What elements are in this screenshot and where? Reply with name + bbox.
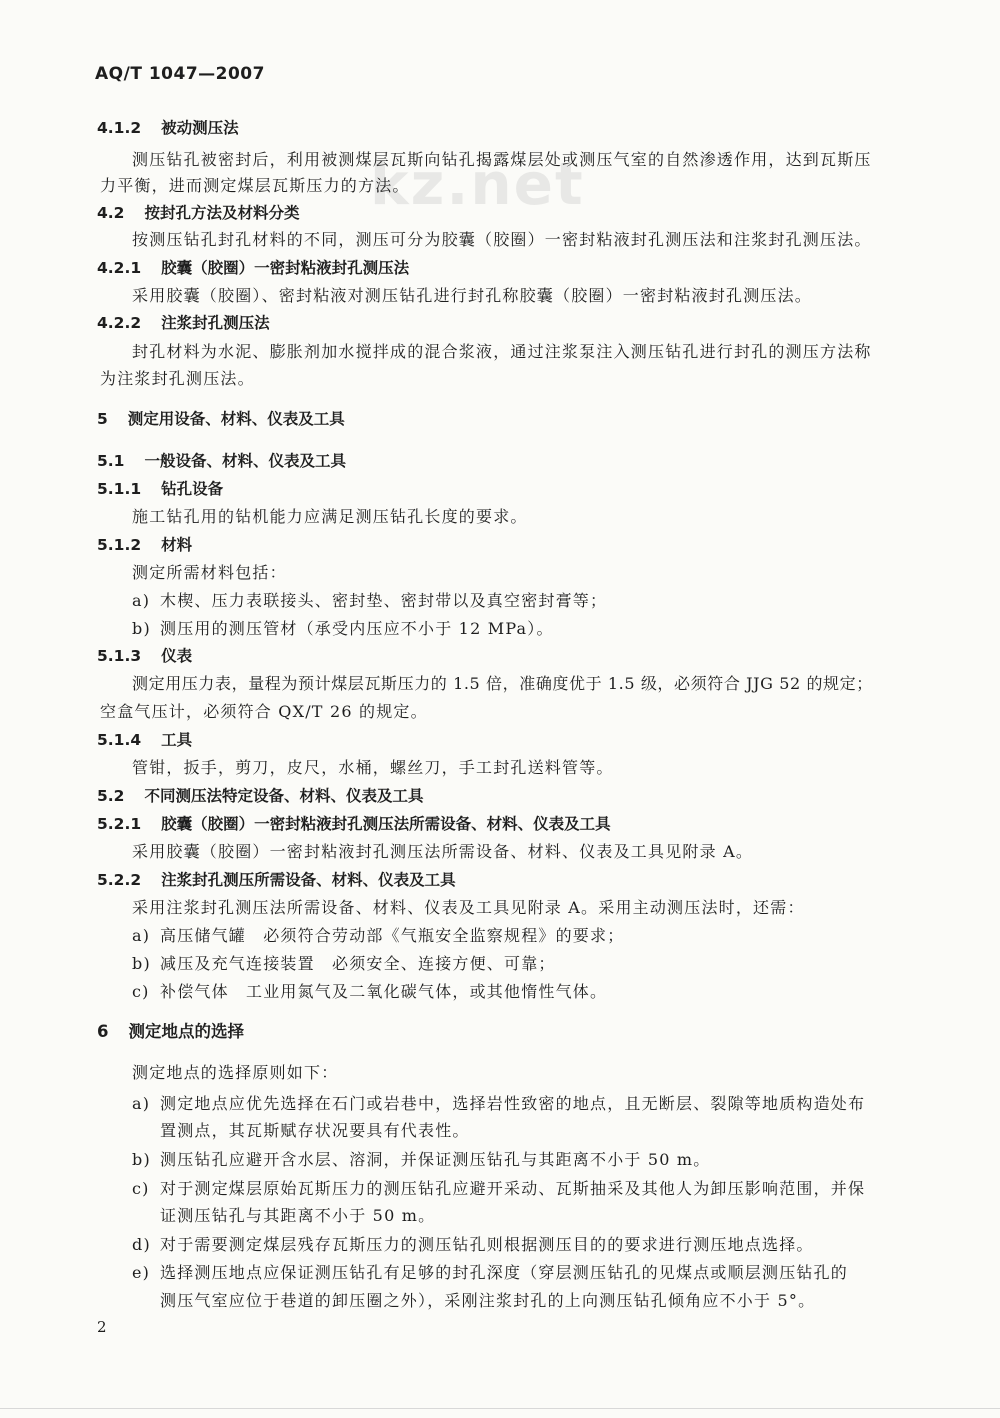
heading-number: 5.1.2 [97,536,142,554]
list-item-label: c) [132,1179,150,1198]
page-bottom-edge [0,1408,1000,1409]
heading-number: 5.2 [97,787,125,805]
heading-4-1-2 [97,117,239,139]
paragraph-line: 采用注浆封孔测压法所需设备、材料、仪表及工具见附录 A。采用主动测压法时，还需： [132,898,805,917]
standard-code-header: AQ/T 1047—2007 [95,64,265,84]
heading-title: 测定地点的选择 [128,1022,244,1041]
list-item-text: 高压储气罐 必须符合劳动部《气瓶安全监察规程》的要求； [160,926,625,945]
heading-title: 胶囊（胶圈）一密封粘液封孔测压法所需设备、材料、仪表及工具 [161,815,611,833]
heading-number: 4.1.2 [97,119,142,137]
heading-number: 5.1 [97,452,125,470]
heading-5-1-3 [97,645,192,667]
heading-number: 5.2.1 [97,815,142,833]
heading-title: 材料 [161,536,193,554]
paragraph-line: 采用胶囊（胶圈）一密封粘液封孔测压法所需设备、材料、仪表及工具见附录 A。 [132,842,754,861]
list-item-text: 选择测压地点应保证测压钻孔有足够的封孔深度（穿层测压钻孔的见煤点或顺层测压钻孔的 [160,1263,849,1282]
list-item-continuation: 测压气室应位于巷道的卸压圈之外），采刚注浆封孔的上向测压钻孔倾角应不小于 5°。 [160,1291,816,1310]
heading-5-1-4 [97,729,192,751]
page-number: 2 [97,1318,107,1336]
list-item [132,953,556,975]
list-item [132,1093,865,1115]
list-item-label: b) [132,954,151,973]
heading-title: 按封孔方法及材料分类 [144,204,300,222]
list-item-text: 测定地点应优先选择在石门或岩巷中，选择岩性致密的地点，且无断层、裂隙等地质构造处布 [160,1094,866,1113]
heading-5-1-2 [97,534,192,556]
heading-number: 5.1.1 [97,480,142,498]
heading-title: 一般设备、材料、仪表及工具 [144,452,346,470]
heading-title: 胶囊（胶圈）一密封粘液封孔测压法 [161,259,410,277]
heading-5-2-2 [97,869,456,891]
heading-5-1-1 [97,478,223,500]
heading-title: 被动测压法 [161,119,239,137]
heading-number: 6 [97,1022,109,1041]
paragraph-line: 测定地点的选择原则如下： [132,1063,339,1082]
list-item [132,925,624,947]
list-item-continuation: 证测压钻孔与其距离不小于 50 m。 [160,1206,436,1225]
heading-number: 5 [97,410,108,428]
heading-5 [97,408,345,430]
heading-6 [97,1021,244,1043]
watermark-text: kz.net [370,150,585,218]
list-item-continuation: 置测点，其瓦斯赋存状况要具有代表性。 [160,1121,470,1140]
paragraph-line: 按测压钻孔封孔材料的不同，测压可分为胶囊（胶圈）一密封粘液封孔测压法和注浆封孔测压法。 [132,230,872,249]
paragraph-line: 力平衡，进而测定煤层瓦斯压力的方法。 [100,176,410,195]
list-item-label: a) [132,1094,151,1113]
heading-number: 5.2.2 [97,871,142,889]
list-item-label: b) [132,619,151,638]
list-item-text: 测压用的测压管材（承受内压应不小于 12 MPa）。 [160,619,554,638]
heading-number: 4.2.2 [97,314,142,332]
list-item-label: a) [132,591,151,610]
heading-number: 4.2.1 [97,259,142,277]
list-item-text: 对于需要测定煤层残存瓦斯压力的测压钻孔则根据测压目的的要求进行测压地点选择。 [160,1235,814,1254]
list-item-label: e) [132,1263,151,1282]
heading-title: 仪表 [161,647,193,665]
list-item-label: b) [132,1150,151,1169]
paragraph-line: 测定所需材料包括： [132,563,287,582]
list-item-label: d) [132,1235,151,1254]
heading-title: 钻孔设备 [161,480,224,498]
list-item [132,1234,814,1256]
list-item-label: c) [132,982,150,1001]
list-item-text: 补偿气体 工业用氮气及二氧化碳气体，或其他惰性气体。 [160,982,608,1001]
list-item-text: 测压钻孔应避开含水层、溶洞，并保证测压钻孔与其距离不小于 50 m。 [160,1150,711,1169]
paragraph-line: 为注浆封孔测压法。 [100,369,255,388]
heading-number: 5.1.3 [97,647,142,665]
heading-title: 不同测压法特定设备、材料、仪表及工具 [144,787,424,805]
list-item [132,1262,848,1284]
list-item [132,618,554,640]
list-item-label: a) [132,926,151,945]
paragraph-line: 施工钻孔用的钻机能力应满足测压钻孔长度的要求。 [132,507,528,526]
list-item-text: 对于测定煤层原始瓦斯压力的测压钻孔应避开采动、瓦斯抽采及其他人为卸压影响范围，并保 [160,1179,866,1198]
list-item [132,1178,865,1200]
paragraph-line: 测压钻孔被密封后，利用被测煤层瓦斯向钻孔揭露煤层处或测压气室的自然渗透作用，达到瓦斯压 [132,150,872,169]
paragraph-line: 管钳，扳手，剪刀，皮尺，水桶，螺丝刀，手工封孔送料管等。 [132,758,614,777]
list-item-text: 减压及充气连接装置 必须安全、连接方便、可靠； [160,954,556,973]
heading-title: 注浆封孔测压所需设备、材料、仪表及工具 [161,871,456,889]
heading-title: 测定用设备、材料、仪表及工具 [127,410,345,428]
heading-title: 工具 [161,731,193,749]
heading-5-1 [97,450,346,472]
heading-4-2-2 [97,312,270,334]
heading-5-2-1 [97,813,611,835]
list-item [132,590,607,612]
paragraph-line: 封孔材料为水泥、膨胀剂加水搅拌成的混合浆液，通过注浆泵注入测压钻孔进行封孔的测压方法称 [132,342,872,361]
list-item [132,1149,711,1171]
heading-number: 5.1.4 [97,731,142,749]
paragraph-line: 空盒气压计，必须符合 QX/T 26 的规定。 [100,702,428,721]
paragraph-line: 测定用压力表，量程为预计煤层瓦斯压力的 1.5 倍，准确度优于 1.5 级，必须符合 JJG 52 的规定； [132,674,873,693]
paragraph-line: 采用胶囊（胶圈）、密封粘液对测压钻孔进行封孔称胶囊（胶圈）一密封粘液封孔测压法。 [132,286,813,305]
heading-4-2-1 [97,257,409,279]
heading-4-2 [97,202,299,224]
heading-number: 4.2 [97,204,125,222]
list-item-text: 木楔、压力表联接头、密封垫、密封带以及真空密封膏等； [160,591,608,610]
heading-title: 注浆封孔测压法 [161,314,270,332]
list-item [132,981,607,1003]
heading-5-2 [97,785,423,807]
